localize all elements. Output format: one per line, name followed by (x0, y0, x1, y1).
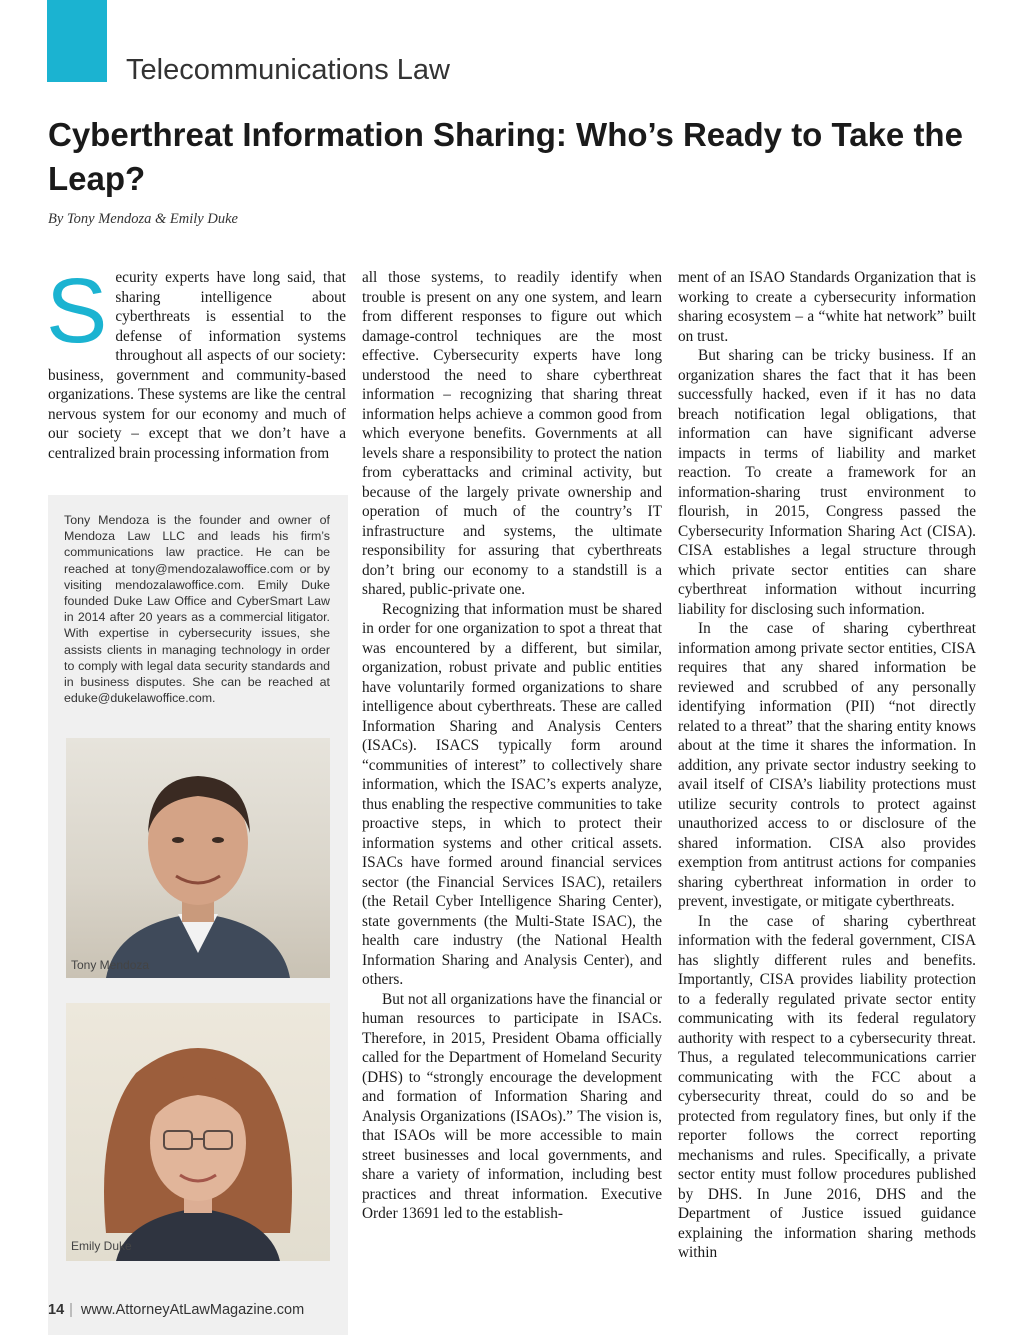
paragraph: But not all organizations have the financial or human resources to participate in ISACs. Therefore, in 2015, President Obama officially called for the Department of Homeland Security (DHS) to “strongly encourage the development and formation of Information Sharing and Analysis Organizations (ISAOs).” The vision is, that ISAOs will be more accessible to main street businesses and local governments, and share a variety of information, including best practices and threat information. Executive Order 13691 led to the establish- (362, 990, 662, 1222)
column-3 (678, 268, 976, 1263)
page-number: 14 (48, 1302, 65, 1318)
paragraph: Recognizing that information must be shared in order for one organization to spot a threat that was encountered by a different, but similar, organization, robust private and public entities have voluntarily formed organizations to share intelligence about cyberthreats. These are called Information Sharing and Analysis Centers (ISACs). ISACS typically form around “communities of interest” to collectively share information, which the ISAC’s experts analyze, thus enabling the respective communities to take proactive steps, in which to protect their information systems and other critical assets. ISACs have formed around financial services sector (the Financial Services ISAC), retailers (the Retail Cyber Intelligence Sharing Center), state governments (the Multi-State ISAC), the health care industry (the National Health Information Sharing and Analysis Center), and others. (362, 600, 662, 988)
section-label: Telecommunications Law (126, 54, 450, 86)
photo-caption: Tony Mendoza (71, 958, 150, 972)
paragraph: ecurity experts have long said, that sharing intelligence about cyberthreats is essential to the defense of information systems throughout all aspects of our society: business, government and community-based organizations. These systems are like the central nervous system for our economy and much of our society – except that we don’t have a centralized brain processing information from (48, 269, 346, 462)
paragraph: In the case of sharing cyberthreat information among private sector entities, CISA requires that any shared information be reviewed and scrubbed of any personally identifying information (PII) “not directly related to a threat” that the sharing entity knows about at the time it shares the information. In addition, any private sector industry seeking to avail itself of CISA’s liability protections must utilize security controls to protect against unauthorized access to or disclosure of the shared information. CISA also provides exemption from antitrust actions for companies sharing cyberthreat information in order to prevent, investigate, or mitigate cyberthreats. (678, 620, 976, 910)
paragraph: all those systems, to readily identify when trouble is present on any one system, and learn from different responses to figure out which damage-control techniques are the most effective. Cybersecurity experts have long understood the need to share cyberthreat information – recognizing that sharing threat information helps achieve a common good from which everyone benefits. Governments at all levels share a responsibility to protect the nation from cyberattacks and criminal activity, but because of the largely private ownership and operation of much of the country’s IT infrastructure and systems, the ultimate responsibility for assuring that cyberthreats don’t bring our economy to a standstill is a shared, public-private one. (362, 269, 662, 598)
column-1 (46, 260, 346, 463)
column-2 (362, 268, 662, 1224)
article-headline: Cyberthreat Information Sharing: Who’s Ready to Take the Leap? (48, 116, 963, 197)
drop-cap: S (46, 260, 108, 362)
paragraph: But sharing can be tricky business. If an organization shares the fact that it has been successfully hacked, even if it has no data breach notification legal obligations, that information can have significant adverse impacts in terms of liability and market reaction. To create a framework for an information-sharing trust environment to flourish, in 2015, Congress passed the Cybersecurity Information Sharing Act (CISA). CISA establishes a legal structure through which private sector entities can share cyberthreat information without incurring liability for disclosing such information. (678, 347, 976, 618)
footer-divider: | (69, 1302, 73, 1318)
page-footer (48, 1302, 304, 1318)
byline: By Tony Mendoza & Emily Duke (48, 211, 238, 227)
portrait-illustration (66, 738, 330, 978)
section-color-block (47, 0, 107, 82)
paragraph: In the case of sharing cyberthreat information with the federal government, CISA has slightly different rules and benefits. Importantly, CISA provides liability protection to a federally regulated private sector entity communicating with its federal regulatory authority with respect to a cybersecurity threat. Thus, a regulated telecommunications carrier communicating with the FCC about a cybersecurity threat, could do so and be protected from regulatory fines, but only if the reporter follows the correct reporting mechanisms and rules. Specifically, a private sector entity must follow procedures published by DHS. In June 2016, DHS and the Department of Justice issued guidance explaining the information sharing methods within (678, 912, 976, 1261)
website-link[interactable]: www.AttorneyAtLawMagazine.com (80, 1302, 305, 1318)
photo-caption: Emily Duke (71, 1239, 132, 1253)
author-photo-emily-duke (66, 1003, 330, 1261)
portrait-illustration (66, 1003, 330, 1261)
paragraph: ment of an ISAO Standards Organization that is working to create a cybersecurity information sharing ecosystem – a “white hat network” built on trust. (678, 269, 976, 345)
author-photo-tony-mendoza (66, 738, 330, 978)
author-bio-text: Tony Mendoza is the founder and owner of Mendoza Law LLC and leads his firm’s communications law practice. He can be reached at tony@mendozalawoffice.com or by visiting mendozalawoffice.com. Emily Duke founded Duke Law Office and CyberSmart Law in 2014 after 20 years as a commercial litigator. With expertise in cybersecurity issues, she assists clients in managing technology in order to comply with legal data security standards and in business disputes. She can be reached at eduke@dukelawoffice.com. (64, 513, 330, 706)
